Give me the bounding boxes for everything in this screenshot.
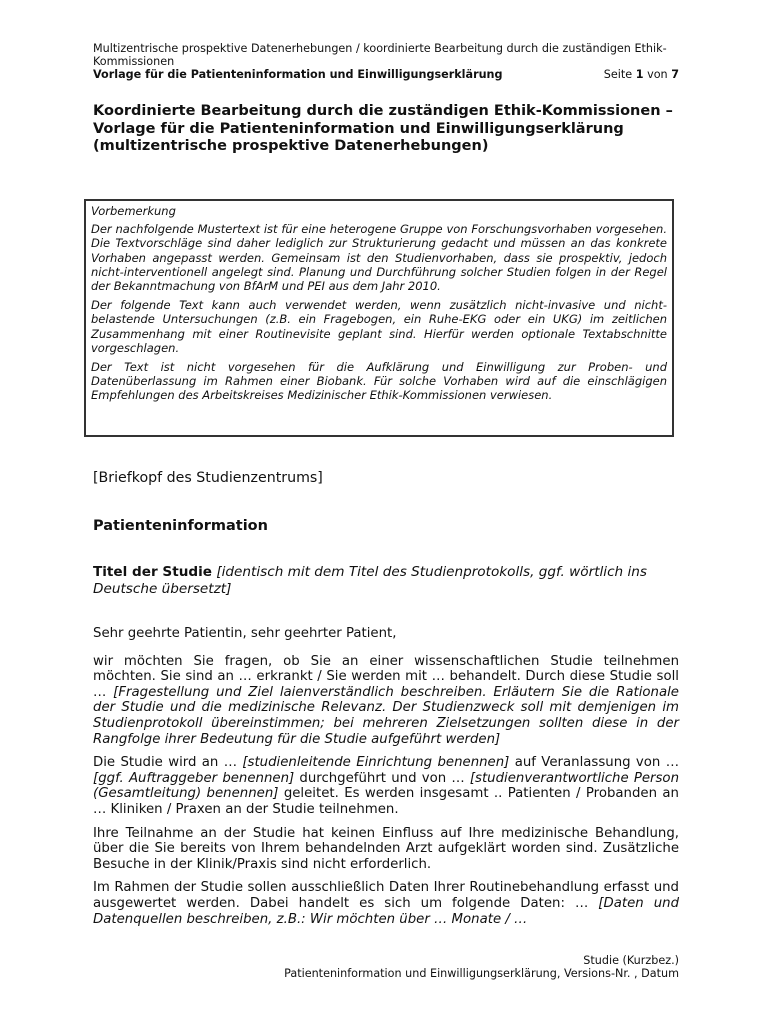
study-title [93,564,679,598]
remark-paragraph: Der nachfolgende Mustertext ist für eine heterogene Gruppe von Forschungsvorhaben vorgesehen. Die Textvorschläge sind daher lediglich zur Strukturierung gedacht und müssen an das konkrete Vorhaben angepasst werden. Gemeinsam ist den Studienvorhaben, dass sie prospektiv, jedoch nicht-interventionell angelegt sind. Planung und Durchführung solcher Studien folgen in der Regel der Bekanntmachung von BfArM und PEI aus dem Jahr 2010. [91,222,667,294]
page-current: 1 [635,68,644,81]
body-paragraph: wir möchten Sie fragen, ob Sie an einer wissenschaftlichen Studie teilnehmen möchten. Sie sind an … erkrankt / Sie werden mit … behandelt. Durch diese Studie soll … [Fragestellung und Ziel laienverständlich beschreiben. Erläutern Sie die Rationale der Studie und die medizinische Relevanz. Der Studienzweck soll mit demjenigen im Studienprotokoll übereinstimmen; bei mehreren Zielsetzungen sollten diese in der Rangfolge ihrer Bedeutung für die Studie aufgeführt werden] [93,653,679,747]
letter-body [93,626,679,935]
study-title-hint: [identisch mit dem Titel des Studienprotokolls, ggf. wörtlich ins Deutsche übersetzt] [93,564,647,597]
footer-study-short: Studie (Kurzbez.) [583,954,679,967]
document-title: Koordinierte Bearbeitung durch die zuständigen Ethik-Kommissionen – Vorlage für die Patienteninformation und Einwilligungserklärung (multizentrische prospektive Datenerhebungen) [93,103,673,154]
preliminary-remark-box [84,199,674,437]
page-indicator: Seite 1 von 7 [603,68,679,81]
body-paragraph: Die Studie wird an … [studienleitende Einrichtung benennen] auf Veranlassung von … [ggf. Auftraggeber benennen] durchgeführt und von … [studienverantwortliche Person (Gesamtleitung) benennen] geleitet. Es werden insgesamt .. Patienten / Probanden an … Kliniken / Praxen an der Studie teilnehmen. [93,755,679,817]
page-total: 7 [671,68,679,81]
running-header: Multizentrische prospektive Datenerhebungen / koordinierte Bearbeitung durch die zuständigen Ethik-Kommissionen [93,42,667,68]
remark-paragraph: Der Text ist nicht vorgesehen für die Aufklärung und Einwilligung zur Proben- und Datenüberlassung im Rahmen einer Biobank. Für solche Vorhaben wird auf die einschlägigen Empfehlungen des Arbeitskreises Medizinischer Ethik-Kommissionen verwiesen. [91,360,667,403]
template-name: Vorlage für die Patienteninformation und Einwilligungserklärung [93,68,503,81]
page-footer [93,954,679,980]
body-paragraph: Ihre Teilnahme an der Studie hat keinen Einfluss auf Ihre medizinische Behandlung, über die Sie bereits von Ihrem behandelnden Arzt aufgeklärt worden sind. Zusätzliche Besuche in der Klinik/Praxis sind nicht erforderlich. [93,825,679,872]
running-header-subtitle [93,68,679,81]
study-title-label: Titel der Studie [93,564,213,580]
section-title: Patienteninformation [93,518,268,534]
body-paragraph: Im Rahmen der Studie sollen ausschließlich Daten Ihrer Routinebehandlung erfasst und ausgewertet werden. Dabei handelt es sich um folgende Daten: … [Daten und Datenquellen beschreiben, z.B.: Wir möchten über … Monate / … [93,880,680,927]
remark-heading: Vorbemerkung [91,204,176,218]
letterhead-placeholder: [Briefkopf des Studienzentrums] [93,470,323,486]
salutation: Sehr geehrte Patientin, sehr geehrter Patient, [93,626,397,641]
footer-version: Patienteninformation und Einwilligungserklärung, Versions-Nr. , Datum [284,967,679,980]
remark-paragraph: Der folgende Text kann auch verwendet werden, wenn zusätzlich nicht-invasive und nicht-belastende Untersuchungen (z.B. ein Fragebogen, ein Ruhe-EKG oder ein UKG) im zeitlichen Zusammenhang mit einer Routinevisite geplant sind. Hierfür werden optionale Textabschnitte vorgeschlagen. [91,298,667,355]
